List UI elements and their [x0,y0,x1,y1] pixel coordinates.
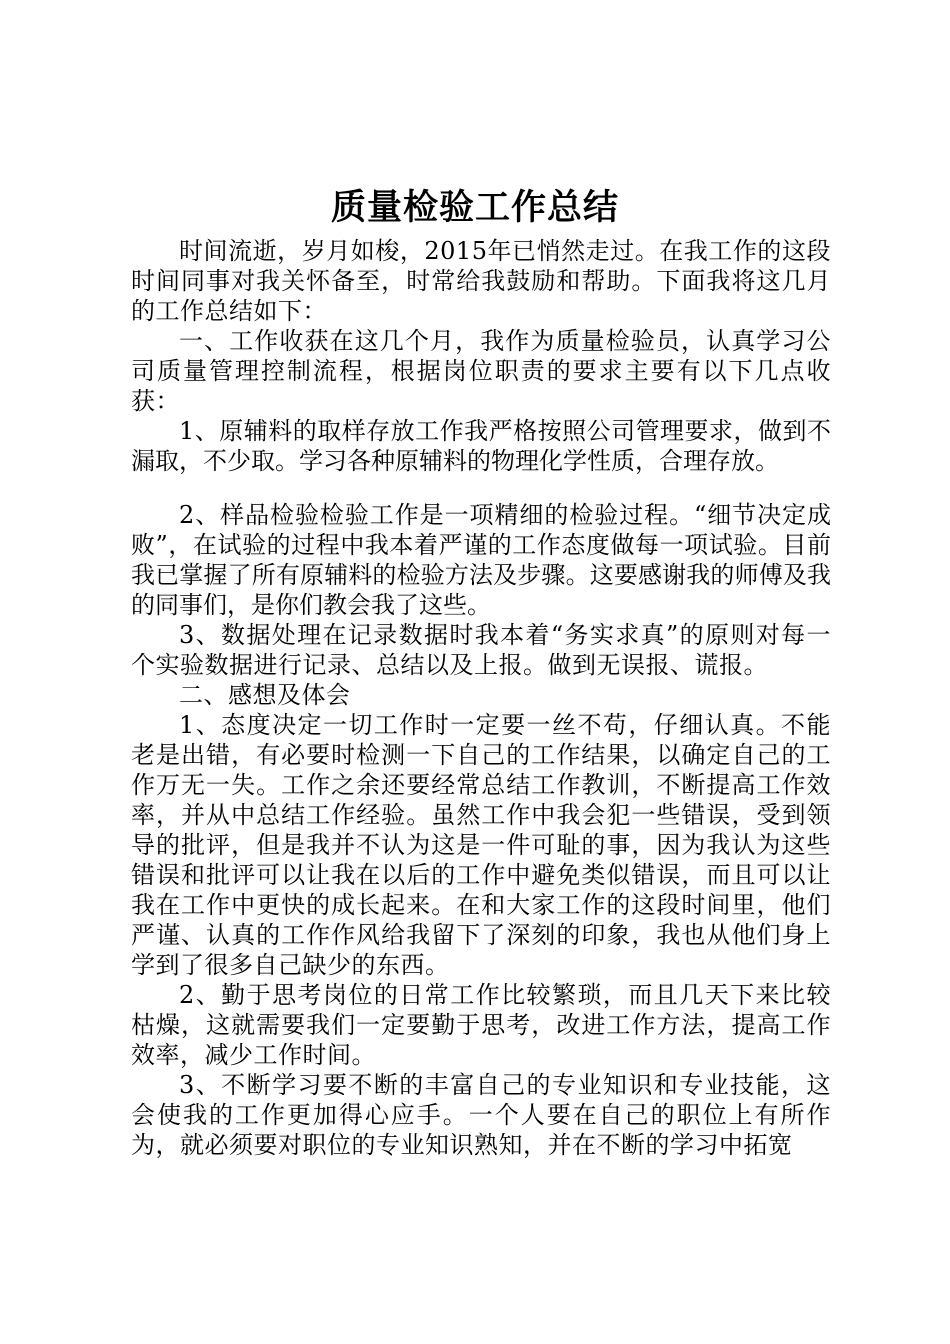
paragraph-item-inspection: 2、样品检验检验工作是一项精细的检验过程。“细节决定成败”，在试验的过程中我本着严谨的工作态度做每一项试验。目前我已掌握了所有原辅料的检验方法及步骤。这要感谢我的师傅及我的同事们，是你们教会我了这些。 [131,501,831,619]
paragraph-item-sampling: 1、原辅料的取样存放工作我严格按照公司管理要求，做到不漏取，不少取。学习各种原辅料的物理化学性质，合理存放。 [131,417,831,475]
document-title: 质量检验工作总结 [330,188,619,228]
paragraph-item-data: 3、数据处理在记录数据时我本着“务实求真”的原则对每一个实验数据进行记录、总结以及上报。做到无误报、谎报。 [131,621,831,679]
paragraph-item-learning: 3、不断学习要不断的丰富自己的专业知识和专业技能，这会使我的工作更加得心应手。一个人要在自己的职位上有所作为，就必须要对职位的专业知识熟知，并在不断的学习中拓宽 [131,1071,831,1159]
paragraph-intro: 时间流逝，岁月如梭，2015年已悄然走过。在我工作的这段时间同事对我关怀备至，时常给我鼓励和帮助。下面我将这几月的工作总结如下： [131,237,831,325]
paragraph-section-one-heading: 一、工作收获在这几个月，我作为质量检验员，认真学习公司质量管理控制流程，根据岗位职责的要求主要有以下几点收获： [131,327,831,415]
document-body [131,236,831,1160]
paragraph-item-attitude: 1、态度决定一切工作时一定要一丝不苟，仔细认真。不能老是出错，有必要时检测一下自己的工作结果，以确定自己的工作万无一失。工作之余还要经常总结工作教训，不断提高工作效率，并从中总结工作经验。虽然工作中我会犯一些错误，受到领导的批评，但是我并不认为这是一件可耻的事，因为我认为这些错误和批评可以让我在以后的工作中避免类似错误，而且可以让我在工作中更快的成长起来。在和大家工作的这段时间里，他们严谨、认真的工作作风给我留下了深刻的印象，我也从他们身上学到了很多自己缺少的东西。 [131,711,831,979]
paragraph-section-two-heading: 二、感想及体会 [179,681,351,709]
paragraph-item-thinking: 2、勤于思考岗位的日常工作比较繁琐，而且几天下来比较枯燥，这就需要我们一定要勤于思考，改进工作方法，提高工作效率，减少工作时间。 [131,981,831,1069]
